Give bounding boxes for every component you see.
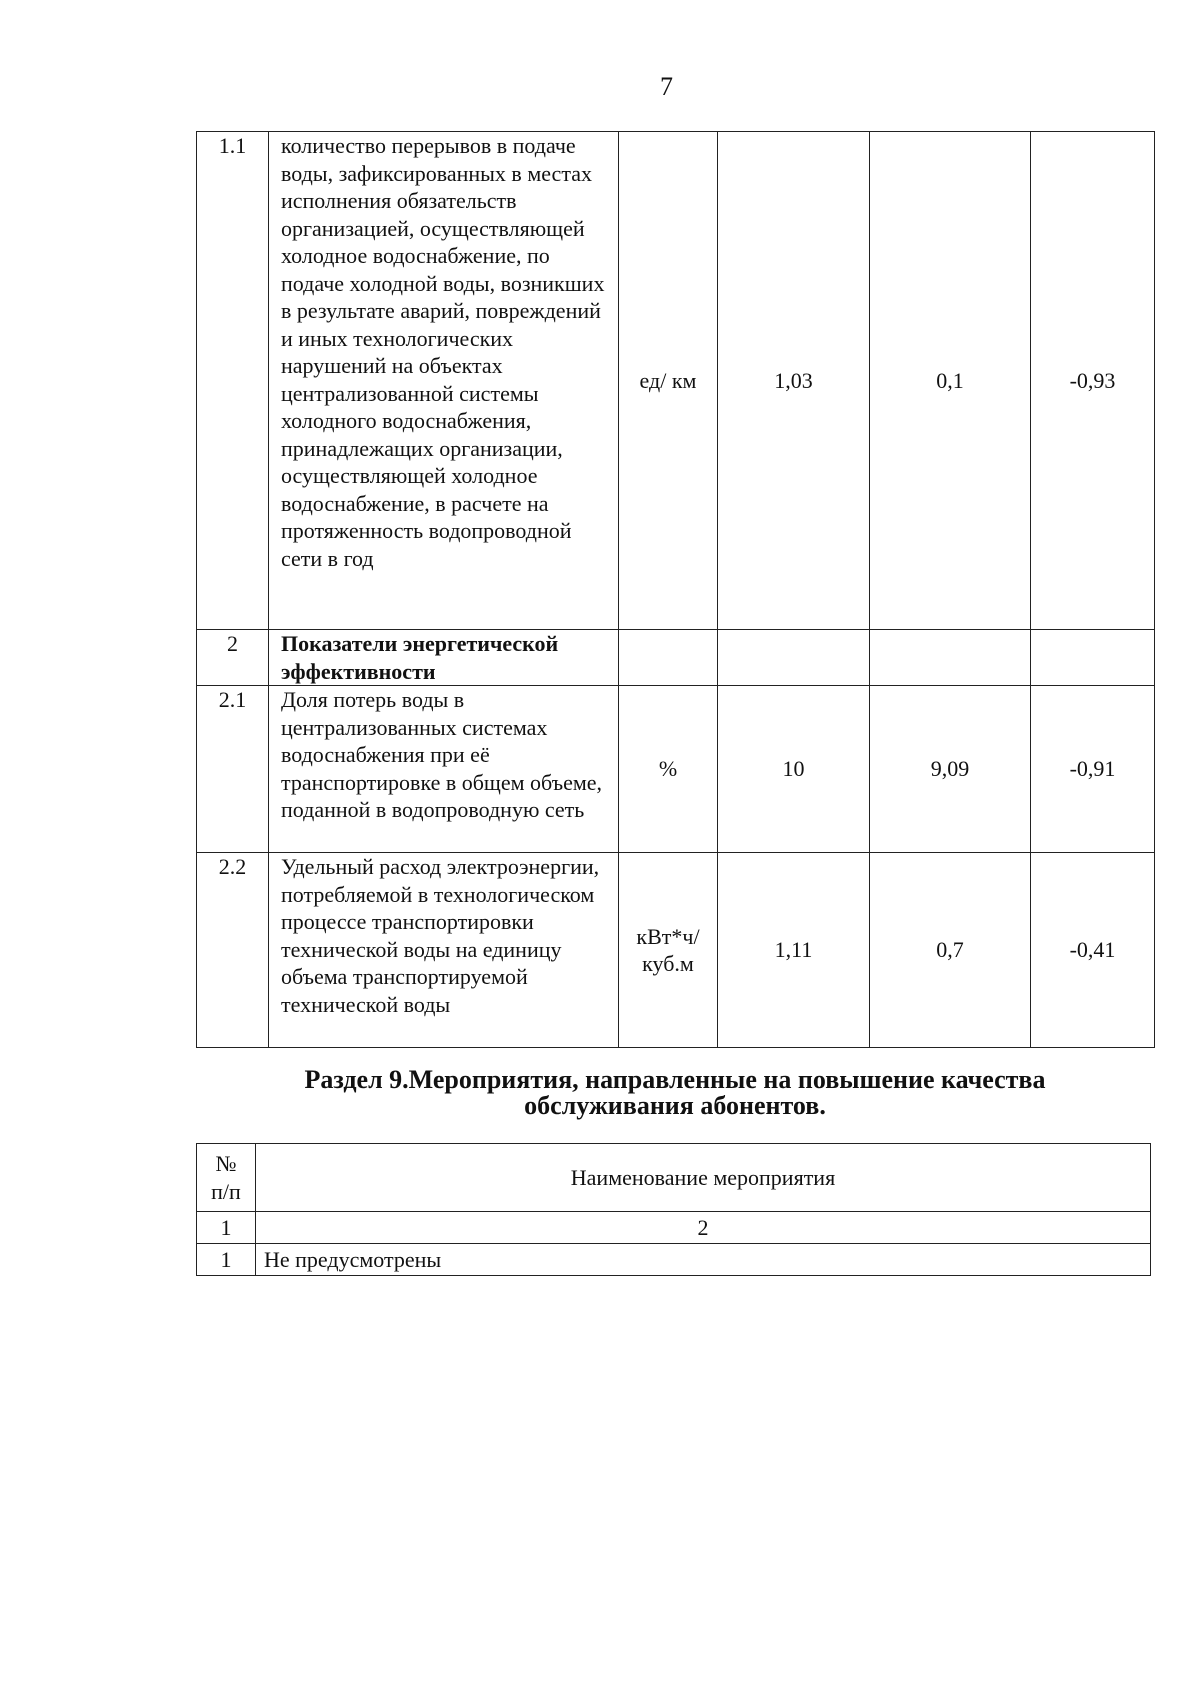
header-measure-name: Наименование мероприятия bbox=[256, 1144, 1151, 1212]
section-title-line-1: Раздел 9.Мероприятия, направленные на повышение качества bbox=[304, 1065, 1046, 1094]
indicator-value-1: 1,03 bbox=[718, 132, 870, 630]
indicator-unit bbox=[619, 630, 718, 686]
indicator-value-2: 0,7 bbox=[870, 853, 1031, 1048]
measures-table bbox=[196, 1143, 1151, 1276]
row-number: 1 bbox=[197, 1244, 256, 1276]
indicator-unit: кВт*ч/ куб.м bbox=[619, 853, 718, 1048]
column-index-2: 2 bbox=[256, 1212, 1151, 1244]
column-index-1: 1 bbox=[197, 1212, 256, 1244]
table-row bbox=[197, 630, 1155, 686]
indicator-name: Удельный расход электроэнергии, потребляемой в технологическом процессе транспортировки технической воды на единицу объема транспортируемой технической воды bbox=[269, 853, 619, 1048]
indicator-value-2 bbox=[870, 630, 1031, 686]
page-number: 7 bbox=[660, 72, 673, 101]
indicator-value-3: -0,41 bbox=[1031, 853, 1155, 1048]
group-heading: Показатели энергетической эффективности bbox=[269, 630, 619, 686]
indicators-table bbox=[196, 131, 1155, 1048]
row-number: 2 bbox=[197, 630, 269, 686]
indicator-value-3 bbox=[1031, 630, 1155, 686]
row-number: 2.1 bbox=[197, 686, 269, 853]
header-number: № п/п bbox=[197, 1144, 256, 1212]
table-row bbox=[197, 1244, 1151, 1276]
section-title-line-2: обслуживания абонентов. bbox=[524, 1091, 826, 1120]
indicator-name: количество перерывов в подаче воды, зафиксированных в местах исполнения обязательств организацией, осуществляющей холодное водоснабжение, по подаче холодной воды, возникших в результате аварий, повреждений и иных технологических нарушений на объектах централизованной системы холодного водоснабжения, принадлежащих организации, осуществляющей холодное водоснабжение, в расчете на протяженность водопроводной сети в год bbox=[269, 132, 619, 630]
table-row bbox=[197, 853, 1155, 1048]
measure-name: Не предусмотрены bbox=[256, 1244, 1151, 1276]
indicator-unit: % bbox=[619, 686, 718, 853]
indicator-value-3: -0,93 bbox=[1031, 132, 1155, 630]
row-number: 1.1 bbox=[197, 132, 269, 630]
indicator-unit: ед/ км bbox=[619, 132, 718, 630]
column-index-row bbox=[197, 1212, 1151, 1244]
section-title bbox=[196, 1067, 1154, 1119]
indicator-value-3: -0,91 bbox=[1031, 686, 1155, 853]
table-row bbox=[197, 132, 1155, 630]
indicator-value-2: 9,09 bbox=[870, 686, 1031, 853]
row-number: 2.2 bbox=[197, 853, 269, 1048]
table-row bbox=[197, 686, 1155, 853]
indicator-value-1: 10 bbox=[718, 686, 870, 853]
indicator-value-1: 1,11 bbox=[718, 853, 870, 1048]
indicator-name: Доля потерь воды в централизованных системах водоснабжения при её транспортировке в общем объеме, поданной в водопроводную сеть bbox=[269, 686, 619, 853]
table-header-row bbox=[197, 1144, 1151, 1212]
indicator-value-1 bbox=[718, 630, 870, 686]
indicator-value-2: 0,1 bbox=[870, 132, 1031, 630]
